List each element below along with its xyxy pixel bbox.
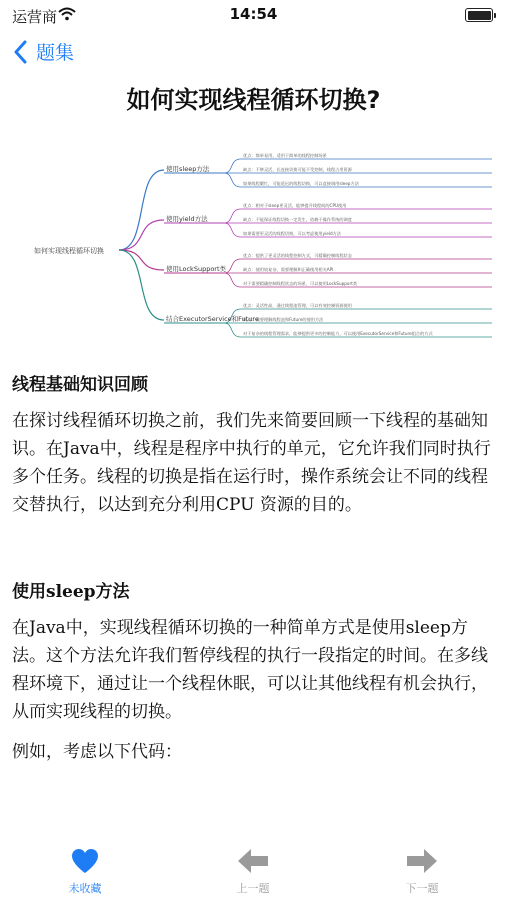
back-button[interactable] (14, 38, 74, 65)
status-bar (0, 0, 507, 32)
next-question-button[interactable] (362, 848, 482, 896)
heart-icon (70, 848, 100, 874)
mindmap-leaf-label: 优点：简单易用，适用于简单的线程控制场景 (243, 153, 327, 158)
status-time: 14:54 (229, 5, 278, 23)
page-title: 如何实现线程循环切换? (126, 86, 381, 114)
mindmap-root: 如何实现线程循环切换 (34, 247, 104, 255)
prev-label: 上一题 (236, 882, 270, 895)
paragraph: 在探讨线程循环切换之前，我们先来简要回顾一下线程的基础知识。在Java中，线程是程序中执行的单元，它允许我们同时执行多个任务。线程的切换是指在运行时，操作系统会让不同的线程交替执行，以达到充分利用CPU 资源的目的。 (12, 411, 491, 515)
mindmap-leaf-label: 对于复杂的线程管理需求，能够提供更多的控制能力，可以使用ExecutorService和Future组合的方式 (243, 331, 433, 336)
paragraph: 在Java中，实现线程循环切换的一种简单方式是使用sleep方法。这个方法允许我们暂停线程的执行一段指定的时间。在多线程环境下，通过让一个线程休眠，可以让其他线程有机会执行，从而实现线程的切换。 (12, 618, 488, 722)
favorite-label: 未收藏 (68, 882, 102, 895)
mindmap-branch-label: 结合ExecutorService和Future (166, 315, 259, 323)
mindmap-leaf-label: 对于需要精确控制线程状态的场景，可以使用LockSupport类 (243, 281, 358, 286)
mindmap-image (24, 140, 494, 350)
mindmap-leaf-label: 缺点：不能保证线程切换一定发生，依赖于操作系统的调度 (243, 217, 352, 222)
favorite-button[interactable] (25, 848, 145, 896)
mindmap-branch-label: 使用yield方法 (166, 215, 208, 223)
mindmap-leaf-label: 缺点：使用较复杂，需要理解和正确使用相关API (243, 267, 334, 272)
prev-question-button[interactable] (193, 848, 313, 896)
battery-icon (465, 8, 493, 22)
arrow-right-icon (406, 848, 438, 874)
article-content (12, 370, 494, 778)
navigation-bar (0, 36, 507, 68)
bottom-toolbar (0, 840, 507, 900)
arrow-left-icon (237, 848, 269, 874)
next-label: 下一题 (405, 882, 439, 895)
mindmap-leaf-label: 优点：相对于sleep更灵活，能够提升线程间的CPU使用 (243, 203, 347, 208)
paragraph: 例如，考虑以下代码： (12, 742, 182, 762)
mindmap-branch-label: 使用LockSupport类 (166, 265, 227, 273)
mindmap-leaf-label: 优点：灵活性高，通过线程池管理，可以有效控制资源使用 (243, 303, 352, 308)
section-heading: 使用sleep方法 (12, 582, 130, 602)
section-heading: 线程基础知识回顾 (12, 375, 148, 395)
carrier-label: 运营商 (12, 8, 58, 26)
chevron-left-icon (14, 40, 28, 64)
mindmap-leaf-label: 如果线程繁忙，可能延迟的线程切换，可以直接调用sleep方法 (243, 181, 359, 186)
mindmap-leaf-label: 缺点：需要理解线程池和Future的使用方法 (243, 317, 324, 322)
back-label: 题集 (36, 42, 75, 64)
mindmap-leaf-label: 缺点：不够灵活，长连接切换可能不受控制，线程占用资源 (243, 167, 352, 172)
mindmap-leaf-label: 优点：提供了更灵活的线程控制方式，可精确控制线程状态 (243, 253, 352, 258)
mindmap-leaf-label: 如果需要更灵活的线程切换，可以考虑使用yield方法 (243, 231, 341, 236)
mindmap-branch-label: 使用sleep方法 (166, 165, 210, 173)
